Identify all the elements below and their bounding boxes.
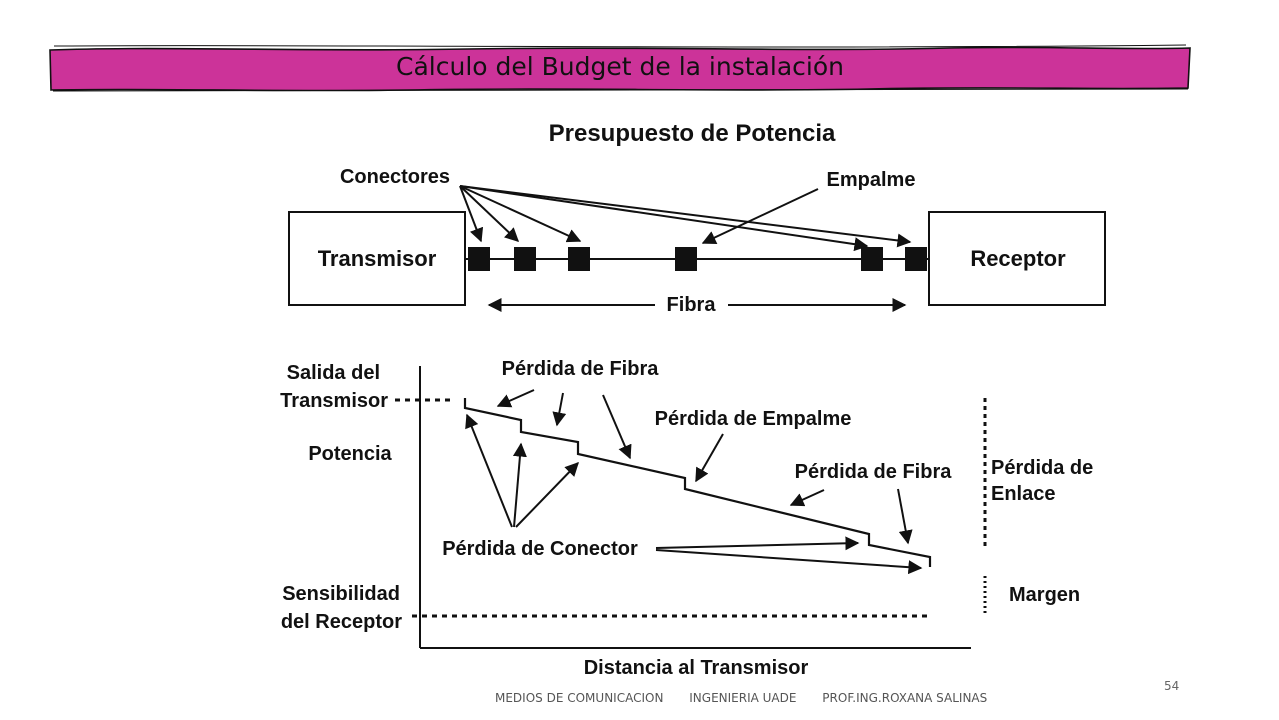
slide-footer (495, 691, 1009, 705)
connector-3 (568, 247, 590, 271)
link-loss-label-line1: Pérdida de (991, 457, 1094, 479)
splice-label: Empalme (826, 169, 916, 191)
receiver-label: Receptor (970, 246, 1066, 271)
connector-4 (861, 247, 883, 271)
y-axis-label: Potencia (308, 443, 392, 465)
splice-loss-label: Pérdida de Empalme (654, 408, 852, 430)
fiber-loss-label-1: Pérdida de Fibra (501, 358, 659, 380)
fiber-loss-arrow-2a (791, 490, 824, 505)
footer-course: MEDIOS DE COMUNICACION (495, 691, 664, 705)
fiber-loss-label-2: Pérdida de Fibra (794, 461, 952, 483)
footer-professor: PROF.ING.ROXANA SALINAS (822, 691, 988, 705)
connector-arrows (460, 186, 910, 246)
fiber-loss-arrows-1 (498, 390, 630, 458)
slide-title: Cálculo del Budget de la instalación (396, 52, 844, 81)
link-loss-label-line2: Enlace (991, 483, 1056, 505)
rx-sensitivity-label-line1: Sensibilidad (282, 583, 400, 605)
footer-faculty: INGENIERIA UADE (689, 691, 797, 705)
splice-arrow (703, 189, 818, 243)
connector-loss-label: Pérdida de Conector (442, 538, 638, 560)
connector-5 (905, 247, 927, 271)
diagram-title: Presupuesto de Potencia (548, 120, 836, 147)
x-axis-label: Distancia al Transmisor (583, 657, 809, 679)
connector-2 (514, 247, 536, 271)
splice (675, 247, 697, 271)
transmitter-label: Transmisor (317, 246, 437, 271)
connector-1 (468, 247, 490, 271)
splice-loss-arrow (696, 434, 723, 481)
page-number: 54 (1164, 679, 1180, 693)
fiber-label: Fibra (666, 294, 716, 316)
connectors-label: Conectores (339, 166, 451, 188)
tx-output-label-line1: Salida del (286, 362, 380, 384)
rx-sensitivity-label-line2: del Receptor (280, 611, 402, 633)
margin-label: Margen (1009, 584, 1081, 606)
fiber-loss-arrow-2b (898, 489, 908, 543)
tx-output-label-line2: Transmisor (280, 390, 388, 412)
